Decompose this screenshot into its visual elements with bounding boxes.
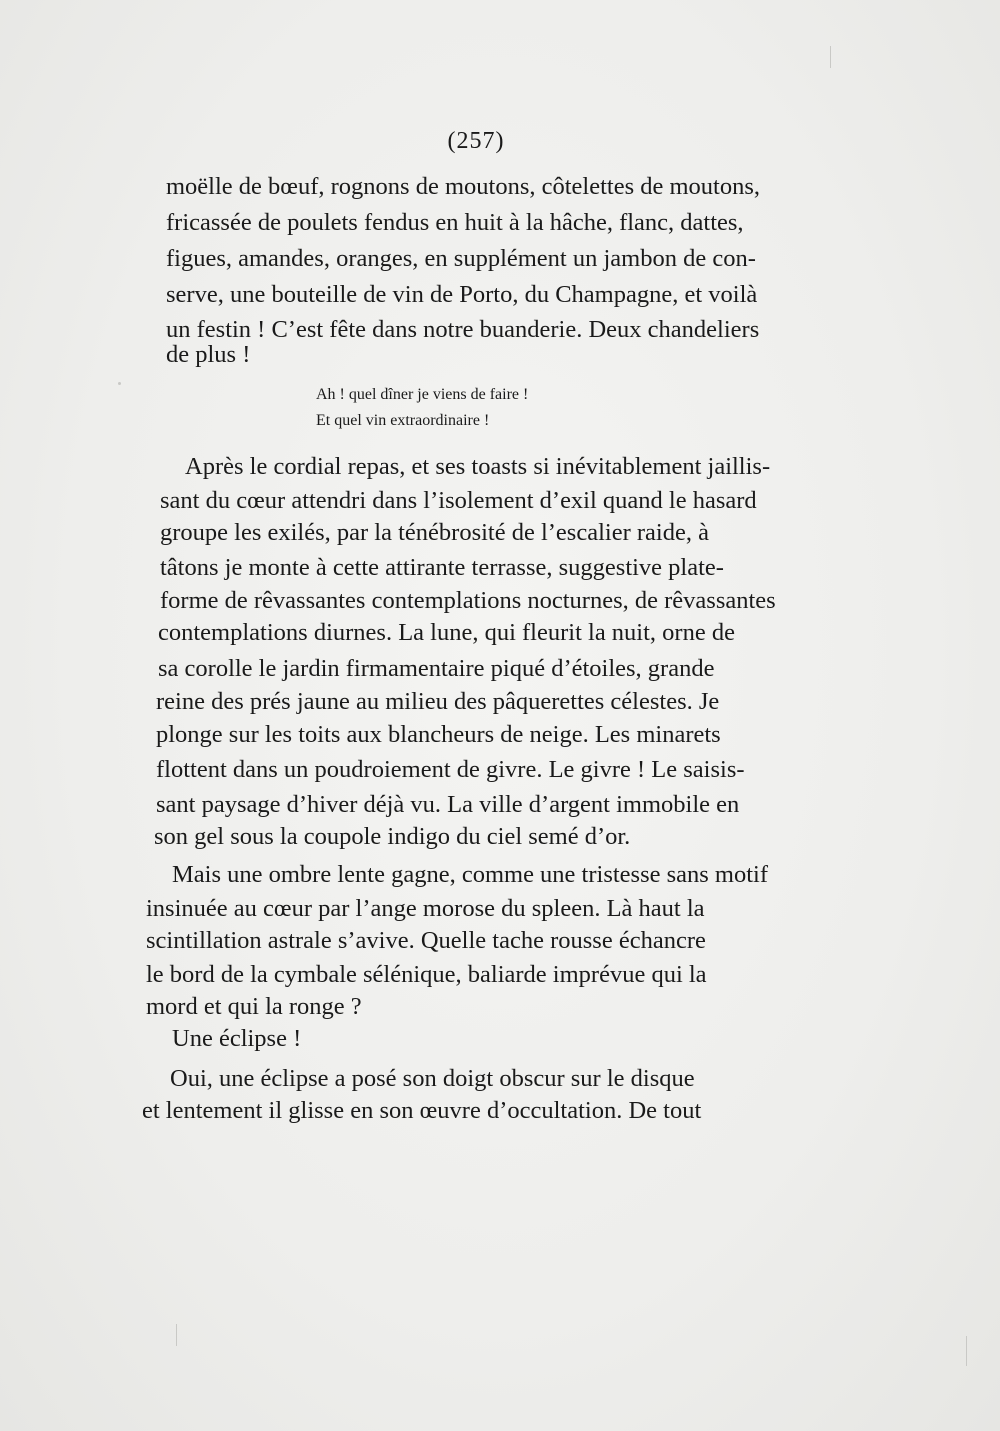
margin-mark [118, 382, 121, 385]
text-line: de plus ! [166, 341, 251, 368]
text-line: Une éclipse ! [172, 1025, 302, 1052]
text-line: Oui, une éclipse a posé son doigt obscur sur le disque [170, 1065, 695, 1092]
verse-line: Ah ! quel dîner je viens de faire ! [316, 386, 529, 403]
text-line: sant paysage d’hiver déjà vu. La ville d’argent immobile en [156, 791, 740, 818]
text-line: plonge sur les toits aux blancheurs de neige. Les minarets [156, 721, 721, 748]
text-line: moëlle de bœuf, rognons de moutons, côtelettes de moutons, [166, 173, 761, 200]
text-line: Après le cordial repas, et ses toasts si inévitablement jaillis- [185, 453, 771, 480]
text-line: mord et qui la ronge ? [146, 993, 362, 1020]
text-line: tâtons je monte à cette attirante terrasse, suggestive plate- [160, 554, 724, 581]
text-line: sa corolle le jardin firmamentaire piqué d’étoiles, grande [158, 655, 715, 682]
verse-line: Et quel vin extraordinaire ! [316, 412, 490, 429]
text-line: un festin ! C’est fête dans notre buanderie. Deux chandeliers [166, 316, 760, 343]
text-line: sant du cœur attendri dans l’isolement d’exil quand le hasard [160, 487, 757, 514]
text-line: fricassée de poulets fendus en huit à la hâche, flanc, dattes, [166, 209, 744, 236]
text-line: serve, une bouteille de vin de Porto, du Champagne, et voilà [166, 281, 758, 308]
margin-mark [966, 1336, 967, 1366]
text-line: le bord de la cymbale sélénique, baliarde imprévue qui la [146, 961, 707, 988]
text-line: et lentement il glisse en son œuvre d’occultation. De tout [142, 1097, 702, 1124]
text-line: scintillation astrale s’avive. Quelle tache rousse échancre [146, 927, 706, 954]
text-line: flottent dans un poudroiement de givre. Le givre ! Le saisis- [156, 756, 745, 783]
text-line: Mais une ombre lente gagne, comme une tristesse sans motif [172, 861, 769, 888]
margin-mark [176, 1324, 177, 1346]
text-line: figues, amandes, oranges, en supplément un jambon de con- [166, 245, 756, 272]
text-line: forme de rêvassantes contemplations nocturnes, de rêvassantes [160, 587, 776, 614]
text-line: insinuée au cœur par l’ange morose du spleen. Là haut la [146, 895, 705, 922]
text-line: reine des prés jaune au milieu des pâquerettes célestes. Je [156, 688, 720, 715]
margin-mark [830, 46, 831, 68]
text-line: groupe les exilés, par la ténébrosité de l’escalier raide, à [160, 519, 709, 546]
page-number: (257) [447, 128, 505, 154]
text-line: contemplations diurnes. La lune, qui fleurit la nuit, orne de [158, 619, 735, 646]
text-line: son gel sous la coupole indigo du ciel semé d’or. [154, 823, 631, 850]
